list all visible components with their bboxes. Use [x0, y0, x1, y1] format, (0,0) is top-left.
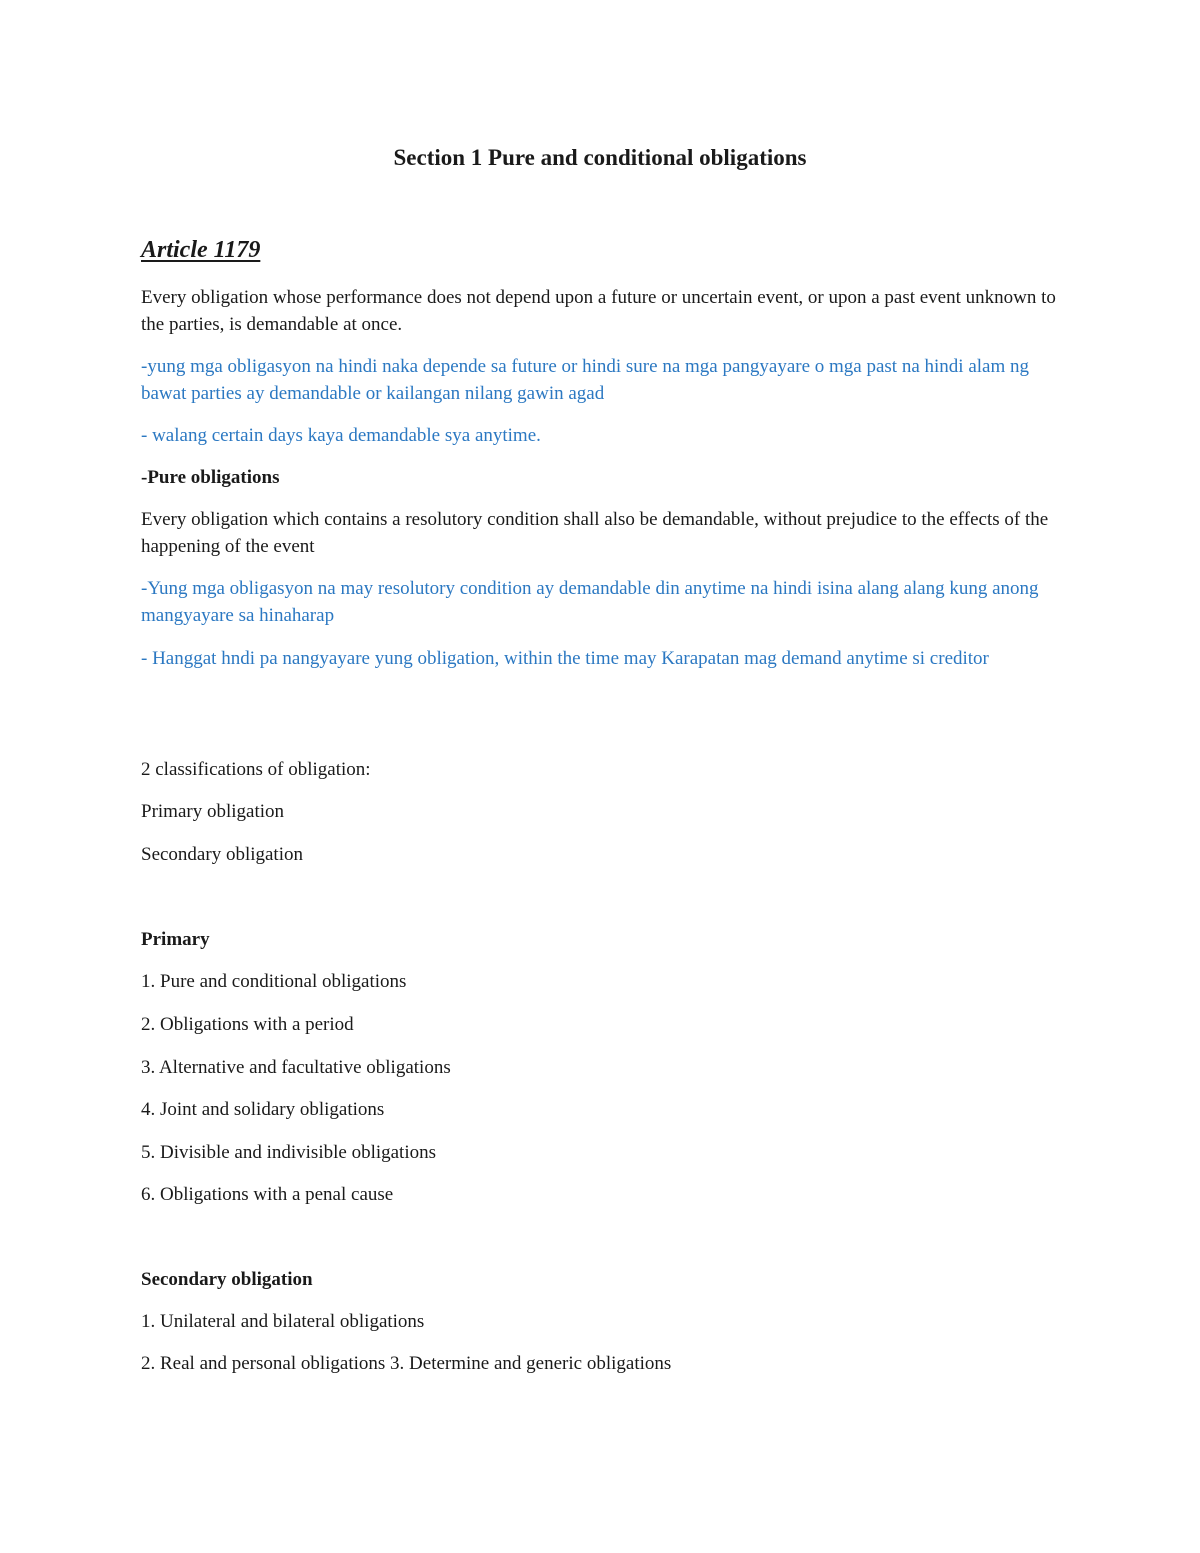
classifications-intro: 2 classifications of obligation:: [141, 759, 371, 780]
primary-list-item: 4. Joint and solidary obligations: [141, 1099, 385, 1120]
pure-obligations-text: Every obligation which contains a resolutory condition shall also be demandable, without prejudice to the effects of the happening of the event: [141, 509, 1049, 557]
primary-list-item: 5. Divisible and indivisible obligations: [141, 1142, 437, 1163]
secondary-list-item: 2. Real and personal obligations 3. Determine and generic obligations: [141, 1353, 672, 1374]
primary-list-item: 3. Alternative and facultative obligations: [141, 1057, 451, 1078]
annotation-note-4: - Hanggat hndi pa nangyayare yung obligation, within the time may Karapatan mag demand anytime si creditor: [141, 648, 989, 669]
secondary-heading: Secondary obligation: [141, 1269, 313, 1290]
primary-heading: Primary: [141, 929, 210, 950]
primary-list-item: 6. Obligations with a penal cause: [141, 1184, 394, 1205]
secondary-list-item: 1. Unilateral and bilateral obligations: [141, 1311, 425, 1332]
pure-obligations-heading: -Pure obligations: [141, 467, 280, 488]
section-title: Section 1 Pure and conditional obligations: [393, 145, 807, 170]
primary-list-item: 2. Obligations with a period: [141, 1014, 354, 1035]
article-text: Every obligation whose performance does not depend upon a future or uncertain event, or upon a past event unknown to the parties, is demandable at once.: [141, 287, 1056, 335]
classification-secondary: Secondary obligation: [141, 844, 303, 865]
primary-list-item: 1. Pure and conditional obligations: [141, 971, 407, 992]
annotation-note-2: - walang certain days kaya demandable sya anytime.: [141, 425, 541, 446]
article-heading: Article 1179: [141, 237, 261, 263]
classification-primary: Primary obligation: [141, 801, 285, 822]
annotation-note-1: -yung mga obligasyon na hindi naka depende sa future or hindi sure na mga pangyayare o mga past na hindi alam ng bawat parties ay demandable or kailangan nilang gawin agad: [141, 356, 1029, 404]
annotation-note-3: -Yung mga obligasyon na may resolutory condition ay demandable din anytime na hindi isina alang alang kung anong mangyayare sa hinaharap: [141, 578, 1039, 626]
